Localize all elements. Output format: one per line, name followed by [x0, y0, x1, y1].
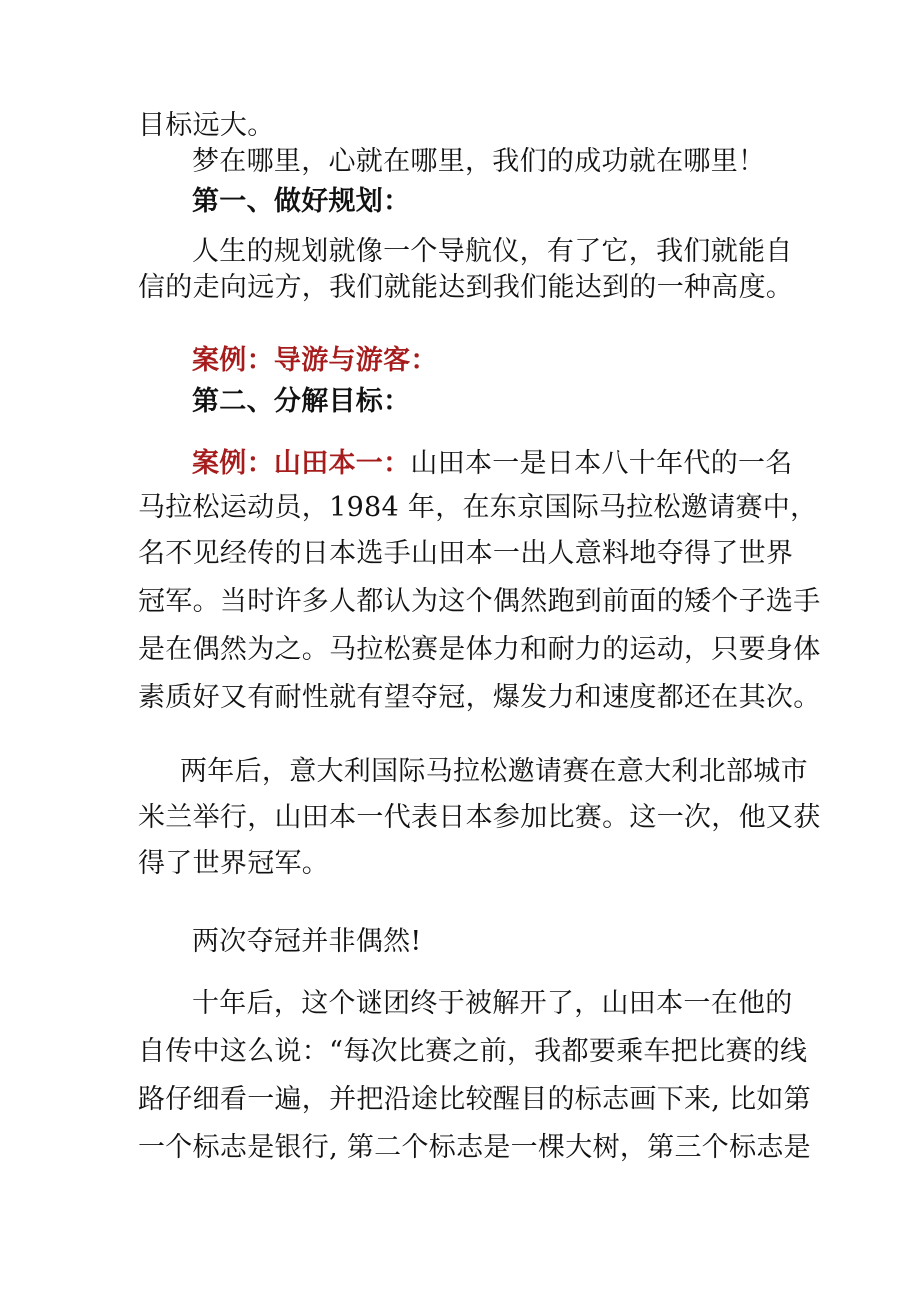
- paragraph-milan-line-2: 米兰举行，山田本一代表日本参加比赛。这一次，他又获: [138, 802, 821, 833]
- paragraph-intro-end: 目标远大。: [138, 110, 275, 141]
- paragraph-not-chance: 两次夺冠并非偶然!: [192, 926, 422, 957]
- paragraph-yamada-line-6: 素质好又有耐性就有望夺冠，爆发力和速度都还在其次。: [138, 682, 821, 713]
- paragraph-dream: 梦在哪里，心就在哪里，我们的成功就在哪里！: [192, 146, 766, 177]
- paragraph-ten-years-line-1: 十年后，这个谜团终于被解开了，山田本一在他的: [192, 988, 793, 1019]
- paragraph-ten-years-line-4: 一个标志是银行, 第二个标志是一棵大树，第三个标志是: [138, 1132, 811, 1163]
- case-guide-tourist: 案例：导游与游客：: [192, 345, 438, 376]
- paragraph-milan-line-3: 得了世界冠军。: [138, 848, 330, 879]
- paragraph-yamada-line-3: 名不见经传的日本选手山田本一出人意料地夺得了世界: [138, 538, 794, 569]
- paragraph-milan-line-1: 两年后，意大利国际马拉松邀请赛在意大利北部城市: [180, 756, 808, 787]
- paragraph-yamada-line-2: 马拉松运动员，1984 年，在东京国际马拉松邀请赛中，: [138, 492, 818, 523]
- paragraph-yamada-line-1: [192, 446, 793, 482]
- paragraph-plan-line-2: 信的走向远方，我们就能达到我们能达到的一种高度。: [138, 272, 794, 303]
- paragraph-ten-years-line-2: 自传中这么说：“每次比赛之前，我都要乘车把比赛的线: [138, 1036, 808, 1067]
- case-yamada-label: 案例：山田本一：: [192, 448, 411, 479]
- paragraph-ten-years-line-3: 路仔细看一遍，并把沿途比较醒目的标志画下来, 比如第: [138, 1084, 811, 1115]
- heading-plan: 第一、做好规划：: [192, 186, 411, 217]
- paragraph-plan-line-1: 人生的规划就像一个导航仪，有了它，我们就能自: [192, 236, 793, 267]
- paragraph-yamada-line-4: 冠军。当时许多人都认为这个偶然跑到前面的矮个子选手: [138, 586, 821, 617]
- paragraph-yamada-line-5: 是在偶然为之。马拉松赛是体力和耐力的运动，只要身体: [138, 634, 821, 665]
- heading-decompose-goal: 第二、分解目标：: [192, 386, 411, 417]
- paragraph-yamada-text: 山田本一是日本八十年代的一名: [410, 448, 793, 479]
